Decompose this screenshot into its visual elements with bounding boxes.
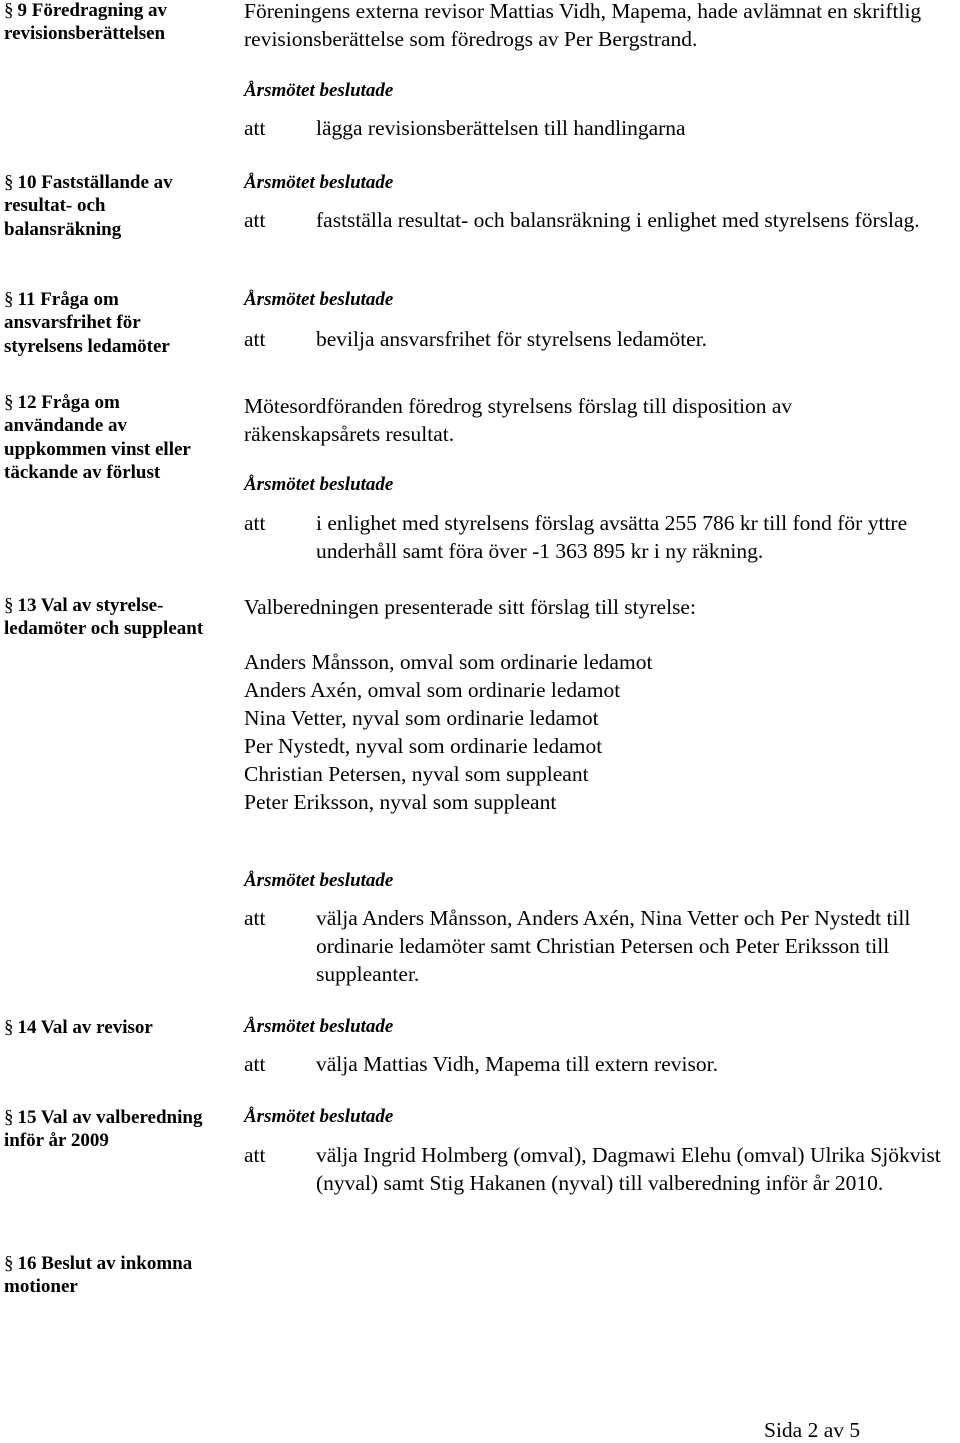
section-heading-12: § 12 Fråga om användande av uppkommen vinst eller täckande av förlust — [4, 392, 191, 483]
section-mark-icon: § — [4, 595, 14, 616]
list-item: Peter Eriksson, nyval som suppleant — [244, 790, 557, 814]
s15-decision: välja Ingrid Holmberg (omval), Dagmawi Elehu (omval) Ulrika Sjökvist (nyval) samt Stig Hakanen (nyval) till valberedning inför år 2010. — [316, 1143, 941, 1195]
att-label: att — [244, 511, 266, 535]
section-heading-10: § 10 Fastställande av resultat- och balansräkning — [4, 172, 173, 240]
s11-decision: bevilja ansvarsfrihet för styrelsens ledamöter. — [316, 327, 708, 351]
section-mark-icon: § — [4, 1253, 14, 1274]
list-item: Anders Månsson, omval som ordinarie ledamot — [244, 650, 653, 674]
att-label: att — [244, 906, 266, 930]
section-mark-icon: § — [4, 289, 14, 310]
s14-decision: välja Mattias Vidh, Mapema till extern revisor. — [316, 1052, 718, 1076]
section-mark-icon: § — [4, 392, 14, 413]
section-heading-16: § 16 Beslut av inkomna motioner — [4, 1253, 193, 1298]
s13-decision: välja Anders Månsson, Anders Axén, Nina Vetter och Per Nystedt till ordinarie ledamöter samt Christian Petersen och Peter Eriksson till suppleanter. — [316, 906, 911, 986]
beslut-label: Årsmötet beslutade — [244, 1016, 394, 1037]
att-label: att — [244, 1052, 266, 1076]
page-number: Sida 2 av 5 — [764, 1418, 861, 1442]
list-item: Nina Vetter, nyval som ordinarie ledamot — [244, 706, 599, 730]
s12-decision: i enlighet med styrelsens förslag avsätta 255 786 kr till fond för yttre underhåll samt föra över -1 363 895 kr i ny räkning. — [316, 511, 908, 563]
s13-text: Valberedningen presenterade sitt förslag till styrelse: — [244, 595, 696, 619]
section-heading-15: § 15 Val av valberedning inför år 2009 — [4, 1107, 203, 1152]
s9-decision: lägga revisionsberättelsen till handlingarna — [316, 116, 686, 140]
att-label: att — [244, 327, 266, 351]
s12-text: Mötesordföranden föredrog styrelsens förslag till disposition av räkenskapsårets resultat. — [244, 394, 793, 446]
beslut-label: Årsmötet beslutade — [244, 289, 394, 310]
section-heading-9: § 9 Föredragning av revisionsberättelsen — [4, 0, 168, 45]
list-item: Per Nystedt, nyval som ordinarie ledamot — [244, 734, 603, 758]
beslut-label: Årsmötet beslutade — [244, 80, 394, 101]
s10-decision: fastställa resultat- och balansräkning i enlighet med styrelsens förslag. — [316, 208, 920, 232]
s9-text: Föreningens externa revisor Mattias Vidh, Mapema, hade avlämnat en skriftlig revisionsberättelse som föredrogs av Per Bergstrand. — [244, 0, 922, 51]
att-label: att — [244, 208, 266, 232]
list-item: Christian Petersen, nyval som suppleant — [244, 762, 589, 786]
att-label: att — [244, 116, 266, 140]
list-item: Anders Axén, omval som ordinarie ledamot — [244, 678, 621, 702]
beslut-label: Årsmötet beslutade — [244, 1106, 394, 1127]
beslut-label: Årsmötet beslutade — [244, 474, 394, 495]
section-mark-icon: § — [4, 172, 14, 193]
section-mark-icon: § — [4, 0, 14, 21]
att-label: att — [244, 1143, 266, 1167]
section-heading-13: § 13 Val av styrelse-ledamöter och suppleant — [4, 595, 204, 640]
beslut-label: Årsmötet beslutade — [244, 870, 394, 891]
member-list — [244, 648, 652, 816]
section-mark-icon: § — [4, 1017, 14, 1038]
beslut-label: Årsmötet beslutade — [244, 172, 394, 193]
section-mark-icon: § — [4, 1107, 14, 1128]
section-heading-11: § 11 Fråga om ansvarsfrihet för styrelsens ledamöter — [4, 289, 170, 357]
section-heading-14: § 14 Val av revisor — [4, 1017, 153, 1038]
